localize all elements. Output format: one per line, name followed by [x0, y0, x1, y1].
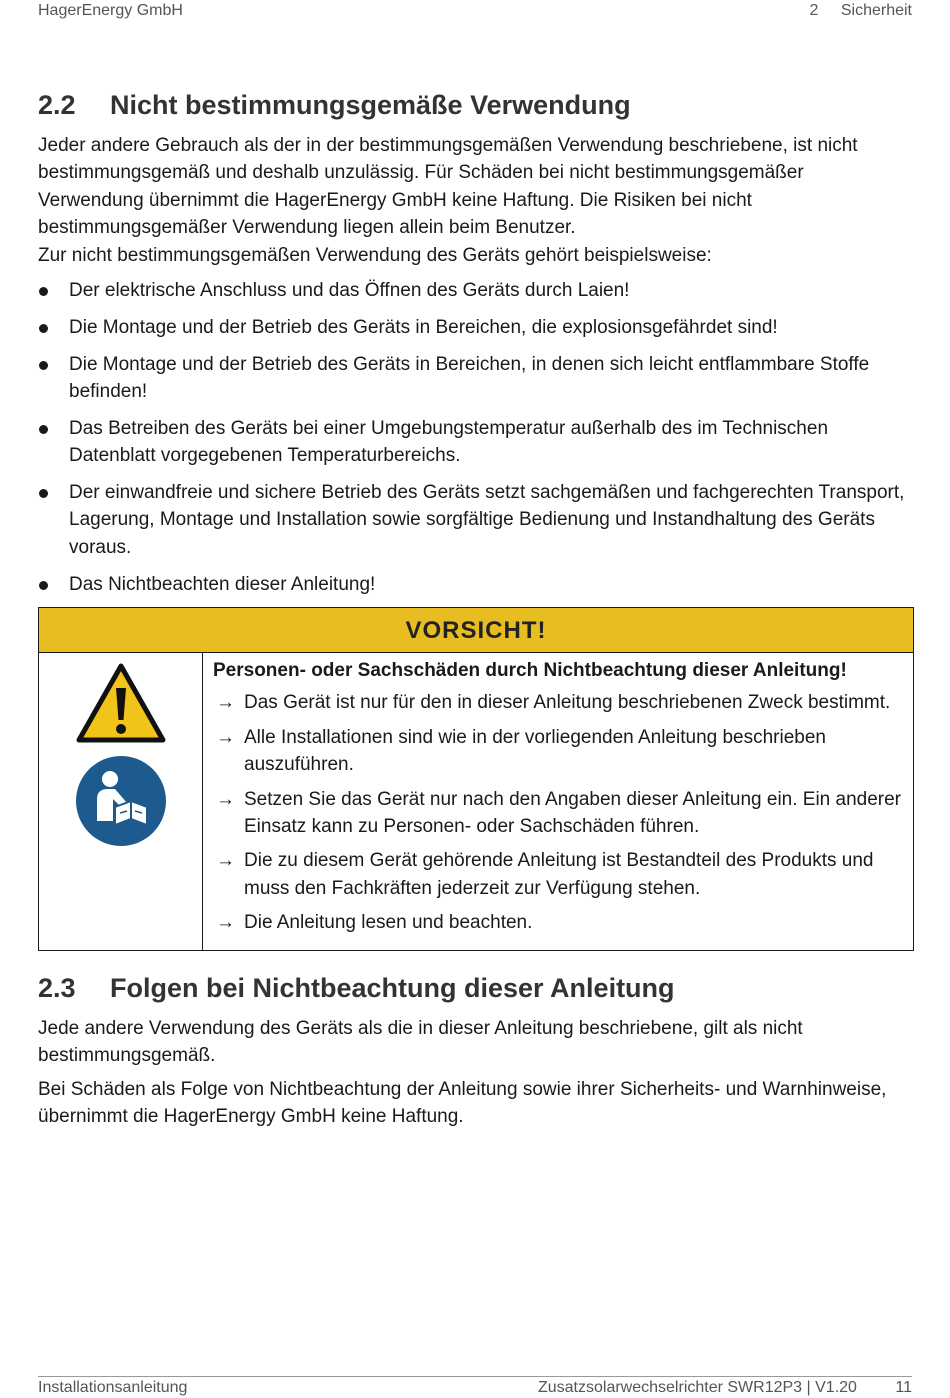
arrow-right-icon: → [216, 912, 235, 934]
page-number: 11 [895, 1379, 912, 1396]
list-item: → Alle Installationen sind wie in der vorliegenden Anleitung beschrieben auszuführen. [213, 724, 905, 779]
list-item: Die Montage und der Betrieb des Geräts in Bereichen, die explosionsgefährdet sind! [38, 314, 914, 341]
section-number: 2.3 [38, 972, 76, 1003]
caution-box [38, 607, 914, 950]
section-2-2-paragraph-1: Jeder andere Gebrauch als der in der bestimmungsgemäßen Verwendung beschriebene, ist nicht bestimmungsgemäß und deshalb unzulässig. Für Schäden bei nicht bestimmungsgemäßer Verwendung übernimmt die HagerEnergy GmbH keine Haftung. Die Risiken bei nicht bestimmungsgemäßer Verwendung liegen allein beim Benutzer. [38, 135, 858, 239]
section-number: 2.2 [38, 90, 76, 120]
section-title: Folgen bei Nichtbeachtung dieser Anleitung [110, 972, 675, 1003]
list-item: → Setzen Sie das Gerät nur nach den Angaben dieser Anleitung ein. Ein anderer Einsatz kann zu Personen- oder Sachschäden führen. [213, 786, 905, 841]
section-2-2-paragraph-2: Zur nicht bestimmungsgemäßen Verwendung des Geräts gehört beispielsweise: [38, 244, 712, 266]
arrow-right-icon: → [216, 692, 235, 714]
misuse-bullet-list [38, 277, 914, 598]
footer-right [538, 1379, 912, 1397]
section-2-3-paragraph-2: Bei Schäden als Folge von Nichtbeachtung der Anleitung sowie ihrer Sicherheits- und Warnhinweise, übernimmt die HagerEnergy GmbH keine Haftung. [38, 1078, 887, 1127]
list-item: Die Montage und der Betrieb des Geräts in Bereichen, in denen sich leicht entflammbare Stoffe befinden! [38, 351, 914, 406]
list-item: Der elektrische Anschluss und das Öffnen des Geräts durch Laien! [38, 277, 914, 304]
header-chapter-title: Sicherheit [840, 2, 912, 19]
footer-product: Zusatzsolarwechselrichter SWR12P3 | V1.20 [537, 1379, 857, 1396]
page-content [38, 88, 914, 1130]
section-2-3-paragraph-1: Jede andere Verwendung des Geräts als die in dieser Anleitung beschriebene, gilt als nicht bestimmungsgemäß. [38, 1017, 803, 1067]
header-company: HagerEnergy GmbH [38, 2, 183, 19]
list-item: Das Betreiben des Geräts bei einer Umgebungstemperatur außerhalb des im Technischen Datenblatt vorgegebenen Temperaturbereichs. [38, 415, 914, 470]
caution-title: Personen- oder Sachschäden durch Nichtbeachtung dieser Anleitung! [213, 660, 847, 682]
header-chapter [791, 2, 912, 20]
caution-body [39, 653, 913, 949]
arrow-right-icon: → [216, 788, 235, 810]
footer-document-type: Installationsanleitung [38, 1379, 188, 1396]
section-2-3-heading [38, 971, 914, 1005]
list-item: → Die zu diesem Gerät gehörende Anleitung ist Bestandteil des Produkts und muss den Fachkräften jederzeit zur Verfügung stehen. [213, 847, 905, 902]
warning-triangle-icon [75, 662, 167, 744]
section-2-2-heading [38, 88, 914, 122]
list-item: Das Nichtbeachten dieser Anleitung! [38, 571, 914, 598]
arrow-right-icon: → [216, 850, 235, 872]
list-item: Der einwandfreie und sichere Betrieb des Geräts setzt sachgemäßen und fachgerechten Transport, Lagerung, Montage und Installation sowie sorgfältige Bedienung und Instandhaltung des Geräts voraus. [38, 479, 914, 561]
page-footer [38, 1376, 912, 1397]
caution-instruction-list [213, 689, 905, 936]
caution-icons [39, 653, 203, 949]
section-title: Nicht bestimmungsgemäße Verwendung [110, 90, 631, 120]
list-item: → Die Anleitung lesen und beachten. [213, 909, 905, 936]
caution-heading: VORSICHT! [39, 608, 913, 653]
arrow-right-icon: → [216, 726, 235, 748]
header-chapter-number: 2 [809, 2, 819, 19]
read-manual-icon [75, 755, 167, 847]
caution-text [203, 653, 913, 949]
list-item: → Das Gerät ist nur für den in dieser Anleitung beschriebenen Zweck bestimmt. [213, 689, 905, 716]
page-header [38, 2, 912, 20]
